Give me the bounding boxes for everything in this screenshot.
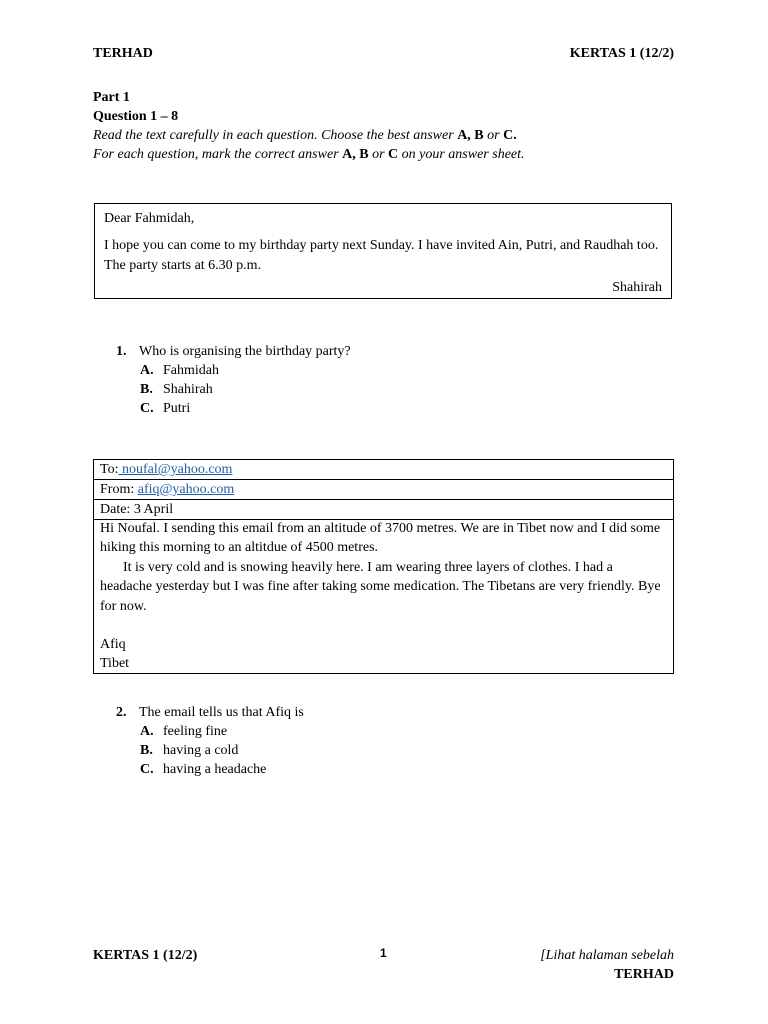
option-a bbox=[116, 722, 616, 741]
instructions bbox=[93, 88, 693, 164]
header-right: KERTAS 1 (12/2) bbox=[569, 46, 674, 61]
option-c bbox=[116, 399, 616, 418]
option-b bbox=[116, 741, 616, 760]
page-number: 1 bbox=[380, 946, 387, 960]
letter-signature: Shahirah bbox=[612, 280, 662, 295]
question-2 bbox=[116, 703, 616, 779]
instruction-text: on your answer sheet. bbox=[398, 147, 525, 162]
option-text: Shahirah bbox=[163, 382, 213, 397]
email-sign-place: Tibet bbox=[100, 656, 130, 672]
email-sign-name: Afiq bbox=[100, 637, 126, 653]
instruction-text: Read the text carefully in each question. Choose the best answer bbox=[93, 128, 458, 143]
instruction-text: or bbox=[483, 128, 504, 143]
footer-next-page: [Lihat halaman sebelah bbox=[540, 948, 674, 963]
email-from-row bbox=[94, 480, 673, 500]
option-text: having a headache bbox=[163, 762, 267, 777]
question-text: Who is organising the birthday party? bbox=[139, 344, 351, 359]
instruction-line-2 bbox=[93, 145, 693, 164]
option-letter: C. bbox=[140, 401, 154, 416]
instruction-emphasis: C. bbox=[503, 128, 517, 143]
question-stem bbox=[116, 342, 616, 361]
email-paragraph-2: It is very cold and is snowing heavily here. I am wearing three layers of clothes. I had a headache yesterday but I was fine after taking some medication. The Tibetans are very friendly. Bye for now. bbox=[100, 559, 661, 614]
option-letter: C. bbox=[140, 762, 154, 777]
instruction-emphasis: A, B bbox=[342, 147, 369, 162]
question-range: Question 1 – 8 bbox=[93, 109, 179, 124]
instruction-emphasis: C bbox=[388, 147, 399, 162]
letter-body: I hope you can come to my birthday party next Sunday. I have invited Ain, Putri, and Raudhah too. The party starts at 6.30 p.m. bbox=[104, 238, 659, 273]
email-box bbox=[93, 459, 674, 674]
header-left: TERHAD bbox=[93, 46, 153, 61]
instruction-line-1 bbox=[93, 126, 693, 145]
instruction-text: For each question, mark the correct answer bbox=[93, 147, 343, 162]
option-letter: A. bbox=[140, 363, 154, 378]
question-stem bbox=[116, 703, 616, 722]
footer-left: KERTAS 1 (12/2) bbox=[93, 948, 198, 963]
option-letter: B. bbox=[140, 743, 153, 758]
email-from-link[interactable]: afiq@yahoo.com bbox=[137, 482, 235, 497]
email-from-label: From: bbox=[100, 482, 138, 497]
option-text: Fahmidah bbox=[163, 363, 219, 378]
option-letter: A. bbox=[140, 724, 154, 739]
email-paragraph-1: Hi Noufal. I sending this email from an altitude of 3700 metres. We are in Tibet now and I did some hiking this morning to an altitdue of 4500 metres. bbox=[100, 521, 661, 556]
email-to-row bbox=[94, 460, 673, 480]
email-date-row: Date: 3 April bbox=[94, 500, 673, 520]
email-body bbox=[100, 519, 665, 674]
option-b bbox=[116, 380, 616, 399]
question-number: 1. bbox=[116, 344, 127, 359]
instruction-text: or bbox=[368, 147, 389, 162]
letter-box bbox=[94, 203, 672, 299]
option-letter: B. bbox=[140, 382, 153, 397]
part-title: Part 1 bbox=[93, 90, 130, 105]
footer-right bbox=[540, 946, 674, 984]
instruction-emphasis: A, B bbox=[457, 128, 484, 143]
option-text: having a cold bbox=[163, 743, 239, 758]
option-text: Putri bbox=[163, 401, 191, 416]
option-text: feeling fine bbox=[163, 724, 228, 739]
question-text: The email tells us that Afiq is bbox=[139, 705, 304, 720]
option-a bbox=[116, 361, 616, 380]
email-to-link[interactable]: noufal@yahoo.com bbox=[118, 462, 233, 477]
footer-classification: TERHAD bbox=[614, 967, 674, 982]
option-c bbox=[116, 760, 616, 779]
email-to-label: To: bbox=[100, 462, 119, 477]
question-number: 2. bbox=[116, 705, 127, 720]
letter-greeting: Dear Fahmidah, bbox=[104, 211, 195, 226]
question-1 bbox=[116, 342, 616, 418]
